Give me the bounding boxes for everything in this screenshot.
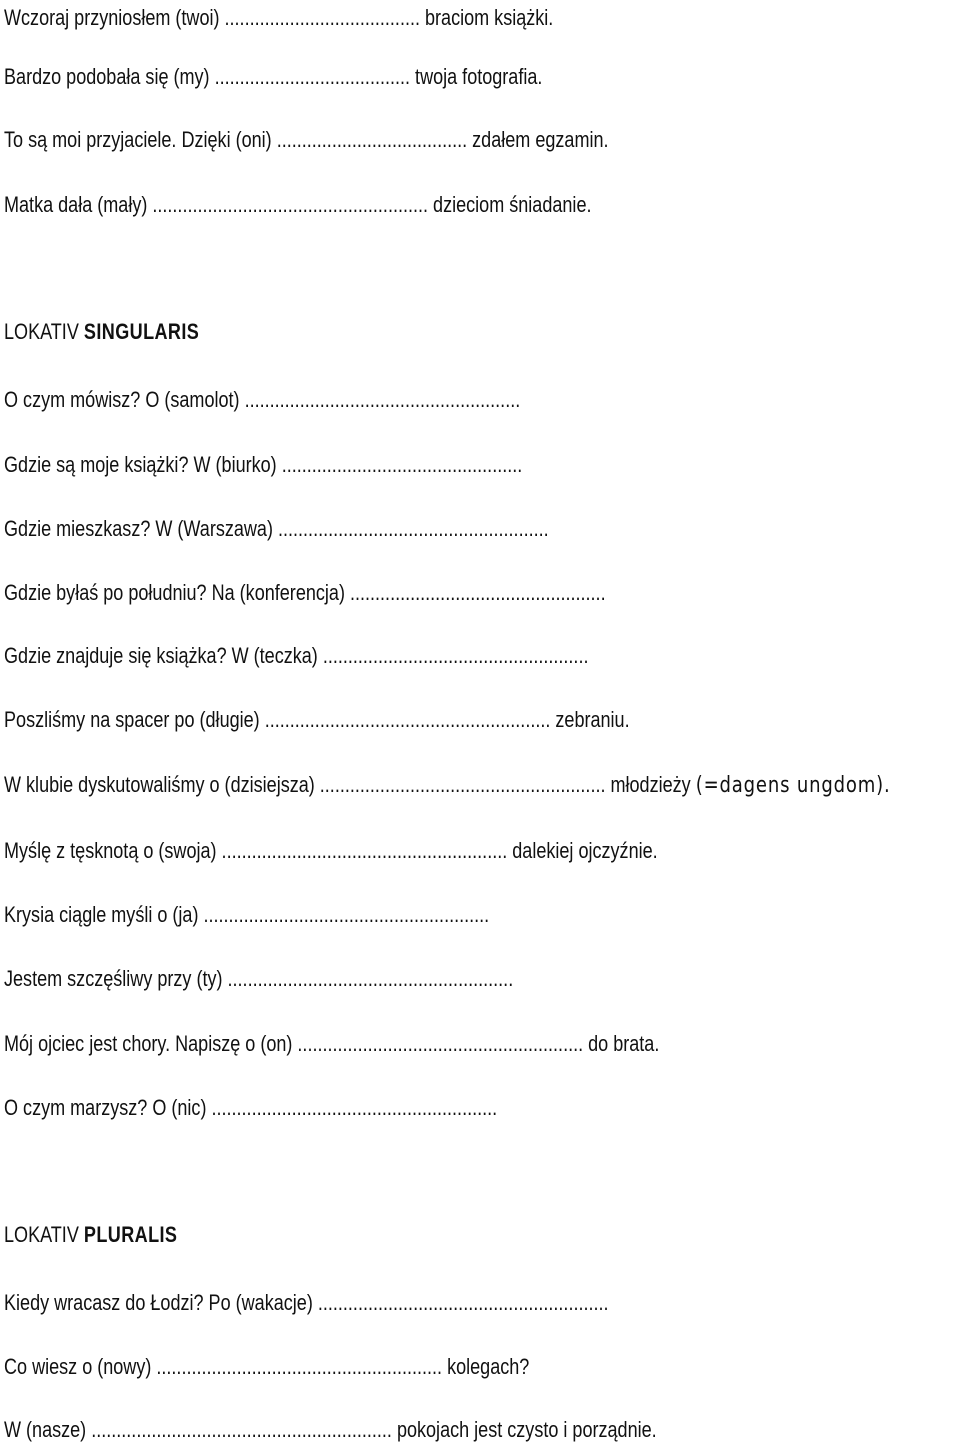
exercise-line: Bardzo podobała się (my) ....................................... twoja fotografia.: [4, 64, 543, 89]
exercise-line: Kiedy wracasz do Łodzi? Po (wakacje) ..........................................................: [4, 1290, 609, 1315]
exercise-line: Gdzie mieszkasz? W (Warszawa) ......................................................: [4, 516, 549, 541]
exercise-line: Poszliśmy na spacer po (długie) ......................................................... zebraniu.: [4, 707, 630, 732]
exercise-line: Wczoraj przyniosłem (twoi) ....................................... braciom książki.: [4, 5, 554, 30]
exercise-line: O czym marzysz? O (nic) .........................................................: [4, 1095, 498, 1120]
exercise-line-with-note: [4, 770, 891, 801]
exercise-line: Myślę z tęsknotą o (swoja) ......................................................... dalekiej ojczyźnie.: [4, 838, 658, 863]
exercise-line: Jestem szczęśliwy przy (ty) .........................................................: [4, 966, 514, 991]
section-heading-pluralis: [4, 1220, 177, 1250]
exercise-text: W klubie dyskutowaliśmy o (dzisiejsza) ......................................................... młodzieży: [4, 772, 691, 797]
exercise-line: O czym mówisz? O (samolot) .......................................................: [4, 387, 521, 412]
translation-note: (=dagens ungdom).: [695, 773, 891, 798]
exercise-line: To są moi przyjaciele. Dzięki (oni) ...................................... zdałem egzamin.: [4, 127, 609, 152]
heading-bold: SINGULARIS: [83, 319, 200, 344]
exercise-line: W (nasze) ............................................................ pokojach jest czysto i porządnie.: [4, 1417, 657, 1442]
heading-prefix: LOKATIV: [4, 1222, 79, 1247]
exercise-line: Co wiesz o (nowy) ......................................................... kolegach?: [4, 1354, 530, 1379]
heading-bold: PLURALIS: [83, 1222, 178, 1247]
exercise-line: Gdzie są moje książki? W (biurko) ................................................: [4, 452, 523, 477]
section-heading-singularis: [4, 317, 199, 347]
exercise-line: Krysia ciągle myśli o (ja) .........................................................: [4, 902, 490, 927]
exercise-line: Matka dała (mały) ....................................................... dzieciom śniadanie.: [4, 192, 592, 217]
exercise-line: Mój ojciec jest chory. Napiszę o (on) ......................................................... do brata.: [4, 1031, 660, 1056]
exercise-line: Gdzie byłaś po południu? Na (konferencja) ...................................................: [4, 580, 606, 605]
exercise-line: Gdzie znajduje się książka? W (teczka) .....................................................: [4, 643, 589, 668]
heading-prefix: LOKATIV: [4, 319, 79, 344]
